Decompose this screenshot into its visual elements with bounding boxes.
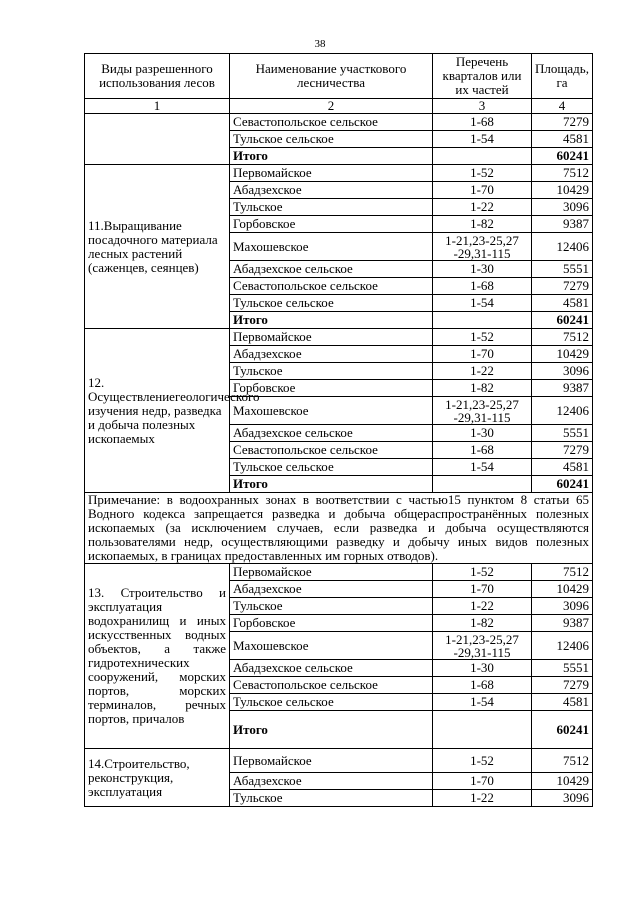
area: 5551	[532, 660, 593, 677]
area: 9387	[532, 615, 593, 632]
table-row	[85, 564, 593, 581]
quarters: 1-52	[433, 564, 532, 581]
quarters: 1-68	[433, 278, 532, 295]
quarters: 1-30	[433, 660, 532, 677]
total-area: 60241	[532, 711, 593, 749]
quarters: 1-82	[433, 380, 532, 397]
total-label: Итого	[230, 711, 433, 749]
area: 3096	[532, 199, 593, 216]
quarters: 1-22	[433, 199, 532, 216]
quarters	[433, 148, 532, 165]
quarters: 1-30	[433, 261, 532, 278]
forestry-name: Махошевское	[230, 632, 433, 660]
col-number: 1	[85, 99, 230, 114]
forestry-name: Первомайское	[230, 165, 433, 182]
total-area: 60241	[532, 312, 593, 329]
forestry-name: Горбовское	[230, 615, 433, 632]
forestry-name: Горбовское	[230, 380, 433, 397]
quarters	[433, 312, 532, 329]
quarters: 1-70	[433, 581, 532, 598]
col-number: 4	[532, 99, 593, 114]
quarters	[433, 476, 532, 493]
header-quarters: Перечень кварталов или их частей	[433, 54, 532, 99]
area: 7279	[532, 114, 593, 131]
note-row	[85, 493, 593, 564]
quarters: 1-68	[433, 114, 532, 131]
forestry-name: Первомайское	[230, 564, 433, 581]
forestry-name: Севастопольское сельское	[230, 278, 433, 295]
quarters: 1-22	[433, 598, 532, 615]
area: 5551	[532, 425, 593, 442]
area: 4581	[532, 459, 593, 476]
area: 4581	[532, 131, 593, 148]
quarters: 1-70	[433, 182, 532, 199]
quarters: 1-30	[433, 425, 532, 442]
forestry-name: Тульское сельское	[230, 694, 433, 711]
quarters: 1-68	[433, 442, 532, 459]
forestry-name: Махошевское	[230, 233, 433, 261]
area: 5551	[532, 261, 593, 278]
column-number-row	[85, 99, 593, 114]
area: 12406	[532, 632, 593, 660]
total-label: Итого	[230, 148, 433, 165]
area: 10429	[532, 182, 593, 199]
area: 3096	[532, 363, 593, 380]
table-row	[85, 114, 593, 131]
forestry-name: Абадзехское сельское	[230, 261, 433, 278]
quarters: 1-54	[433, 131, 532, 148]
forestry-name: Абадзехское	[230, 773, 433, 790]
forestry-name: Абадзехское сельское	[230, 425, 433, 442]
header-row	[85, 54, 593, 99]
forestry-name: Первомайское	[230, 749, 433, 773]
forestry-name: Абадзехское сельское	[230, 660, 433, 677]
area: 7512	[532, 749, 593, 773]
quarters: 1-22	[433, 363, 532, 380]
quarters: 1-82	[433, 615, 532, 632]
area: 7512	[532, 329, 593, 346]
table-row	[85, 329, 593, 346]
quarters: 1-68	[433, 677, 532, 694]
forestry-name: Севастопольское сельское	[230, 677, 433, 694]
quarters: 1-22	[433, 790, 532, 807]
area: 10429	[532, 581, 593, 598]
quarters: 1-52	[433, 749, 532, 773]
area: 10429	[532, 346, 593, 363]
forestry-name: Тульское	[230, 199, 433, 216]
forestry-name: Горбовское	[230, 216, 433, 233]
quarters: 1-54	[433, 295, 532, 312]
forestry-name: Тульское	[230, 790, 433, 807]
area: 7512	[532, 165, 593, 182]
quarters: 1-54	[433, 459, 532, 476]
quarters: 1-70	[433, 773, 532, 790]
table-row	[85, 165, 593, 182]
forestry-name: Тульское сельское	[230, 459, 433, 476]
header-forestry: Наименование участкового лесничества	[230, 54, 433, 99]
use-type-title: 12. Осуществлениегеологического изучения недр, разведка и добыча полезных ископаемых	[85, 329, 230, 493]
area: 3096	[532, 790, 593, 807]
quarters: 1-82	[433, 216, 532, 233]
forest-use-table	[84, 53, 593, 807]
total-label: Итого	[230, 312, 433, 329]
forestry-name: Севастопольское сельское	[230, 114, 433, 131]
quarters: 1-21,23-25,27 -29,31-115	[433, 632, 532, 660]
forestry-name: Тульское	[230, 598, 433, 615]
area: 7279	[532, 677, 593, 694]
forestry-name: Абадзехское	[230, 182, 433, 199]
quarters: 1-21,23-25,27 -29,31-115	[433, 397, 532, 425]
area: 9387	[532, 380, 593, 397]
quarters	[433, 711, 532, 749]
note-text: Примечание: в водоохранных зонах в воответствии с частью15 пунктом 8 статьи 65 Водного кодекса запрещается разведка и добыча общераспространённых полезных ископаемых (за исключением случаев, если разведка и добыча осуществляются пользователями недр, осуществляющими разведку и добычу иных видов полезных ископаемых, в границах предоставленных им горных отводов).	[85, 493, 593, 564]
forestry-name: Тульское	[230, 363, 433, 380]
area: 4581	[532, 295, 593, 312]
header-area: Площадь, га	[532, 54, 593, 99]
use-type-title: 11.Выращивание посадочного материала лесных растений (саженцев, сеянцев)	[85, 165, 230, 329]
sections-a	[85, 165, 593, 493]
col-number: 3	[433, 99, 532, 114]
area: 12406	[532, 233, 593, 261]
quarters: 1-21,23-25,27 -29,31-115	[433, 233, 532, 261]
use-type-title: 14.Строительство, реконструкция, эксплуатация	[85, 749, 230, 807]
area: 12406	[532, 397, 593, 425]
forestry-name: Махошевское	[230, 397, 433, 425]
area: 4581	[532, 694, 593, 711]
forestry-name: Тульское сельское	[230, 131, 433, 148]
sections-b	[85, 564, 593, 807]
col-number: 2	[230, 99, 433, 114]
area: 7512	[532, 564, 593, 581]
quarters: 1-70	[433, 346, 532, 363]
area: 10429	[532, 773, 593, 790]
forestry-name: Абадзехское	[230, 346, 433, 363]
quarters: 1-52	[433, 329, 532, 346]
total-area: 60241	[532, 476, 593, 493]
quarters: 1-54	[433, 694, 532, 711]
area: 3096	[532, 598, 593, 615]
use-type-title: 13. Строительство и эксплуатация водохранилищ и иных искусственных водных объектов, а также гидротехнических сооружений, морских портов, морских терминалов, речных портов, причалов	[85, 564, 230, 749]
quarters: 1-52	[433, 165, 532, 182]
area: 7279	[532, 442, 593, 459]
area: 9387	[532, 216, 593, 233]
forestry-name: Первомайское	[230, 329, 433, 346]
header-type: Виды разрешенного использования лесов	[85, 54, 230, 99]
table-row	[85, 749, 593, 773]
forestry-name: Севастопольское сельское	[230, 442, 433, 459]
forestry-name: Абадзехское	[230, 581, 433, 598]
total-area: 60241	[532, 148, 593, 165]
forestry-name: Тульское сельское	[230, 295, 433, 312]
page-number: 38	[314, 38, 326, 50]
area: 7279	[532, 278, 593, 295]
total-label: Итого	[230, 476, 433, 493]
use-type-cell	[85, 114, 230, 165]
